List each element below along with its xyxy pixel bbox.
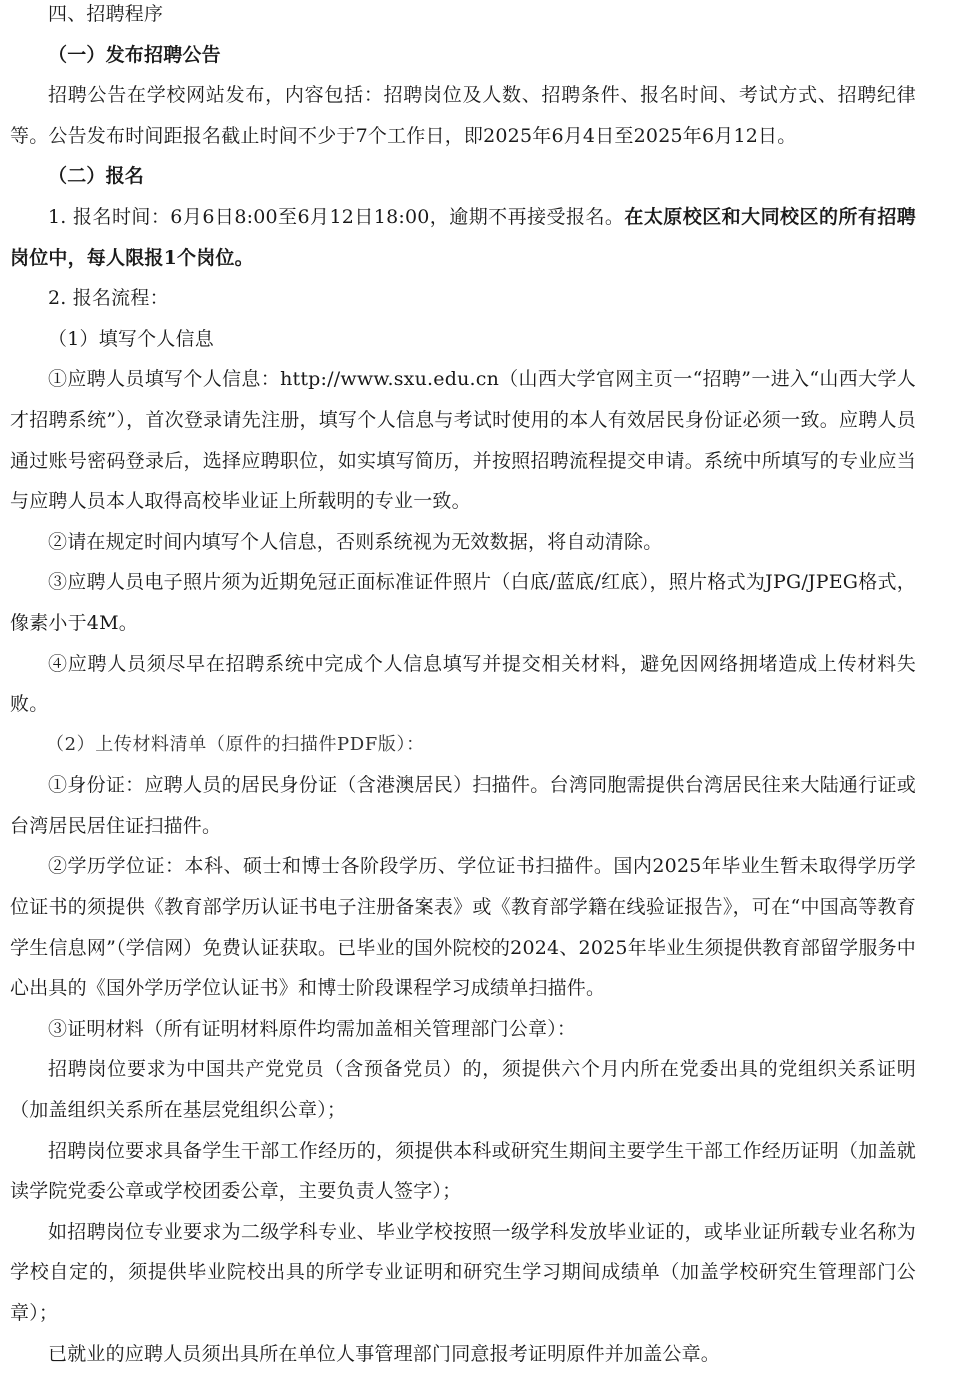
paragraph-registration-flow-label: 2. 报名流程： xyxy=(48,287,169,310)
paragraph-registration-time xyxy=(10,197,916,278)
paragraph-proof-student-cadre: 招聘岗位要求具备学生干部工作经历的，须提供本科或研究生期间主要学生干部工作经历证明（加盖就读学院党委公章或学校团委公章，主要负责人签字）； xyxy=(10,1139,916,1203)
paragraph-fill-info-2: ②请在规定时间内填写个人信息，否则系统视为无效数据，将自动清除。 xyxy=(48,530,663,553)
paragraph-proof-party-member: 招聘岗位要求为中国共产党党员（含预备党员）的，须提供六个月内所在党委出具的党组织关系证明（加盖组织关系所在基层党组织公章）； xyxy=(10,1058,916,1122)
subsection-heading-announcement: （一）发布招聘公告 xyxy=(48,43,221,66)
paragraph-material-id: ①身份证：应聘人员的居民身份证（含港澳居民）扫描件。台湾同胞需提供台湾居民往来大陆通行证或台湾居民居住证扫描件。 xyxy=(10,774,916,837)
subsection-heading-registration: （二）报名 xyxy=(48,165,145,188)
paragraph-announcement: 招聘公告在学校网站发布，内容包括：招聘岗位及人数、招聘条件、报名时间、考试方式、招聘纪律等。公告发布时间距报名截止时间不少于7个工作日，即2025年6月4日至2025年6月12日。 xyxy=(10,84,916,147)
paragraph-material-degree: ②学历学位证：本科、硕士和博士各阶段学历、学位证书扫描件。国内2025年毕业生暂未取得学历学位证书的须提供《教育部学历认证书电子注册备案表》或《教育部学籍在线验证报告》，可在“中国高等教育学生信息网”（学信网）免费认证获取。已毕业的国外院校的2024、2025年毕业生须提供教育部留学服务中心出具的《国外学历学位认证书》和博士阶段课程学习成绩单扫描件。 xyxy=(10,855,916,1000)
step-heading-fill-info: （1）填写个人信息 xyxy=(48,327,214,350)
registration-time-text: 1. 报名时间：6月6日8:00至6月12日18:00，逾期不再接受报名。 xyxy=(48,205,625,228)
registration-limit-emphasis: 在太原校区和大同校区的所有招聘岗位中，每人限报1个岗位。 xyxy=(10,205,916,269)
paragraph-fill-info-4: ④应聘人员须尽早在招聘系统中完成个人信息填写并提交相关材料，避免因网络拥堵造成上传材料失败。 xyxy=(10,652,916,716)
paragraph-fill-info-1: ①应聘人员填写个人信息：http://www.sxu.edu.cn（山西大学官网主页一“招聘”一进入“山西大学人才招聘系统”），首次登录请先注册，填写个人信息与考试时使用的本人有效居民身份证必须一致。应聘人员通过账号密码登录后，选择应聘职位，如实填写简历，并按照招聘流程提交申请。系统中所填写的专业应当与应聘人员本人取得高校毕业证上所载明的专业一致。 xyxy=(10,368,916,513)
paragraph-proof-major: 如招聘岗位专业要求为二级学科专业、毕业学校按照一级学科发放毕业证的，或毕业证所载专业名称为学校自定的，须提供毕业院校出具的所学专业证明和研究生学习期间成绩单（加盖学校研究生管理部门公章）； xyxy=(10,1220,916,1324)
step-heading-upload-materials: （2）上传材料清单（原件的扫描件PDF版）： xyxy=(46,733,425,755)
section-title: 四、招聘程序 xyxy=(48,3,164,25)
paragraph-proof-employed: 已就业的应聘人员须出具所在单位人事管理部门同意报考证明原件并加盖公章。 xyxy=(48,1342,721,1365)
paragraph-material-proof: ③证明材料（所有证明材料原件均需加盖相关管理部门公章）： xyxy=(48,1017,577,1040)
paragraph-fill-info-3: ③应聘人员电子照片须为近期免冠正面标准证件照片（白底/蓝底/红底），照片格式为JPG/JPEG格式，像素小于4M。 xyxy=(10,571,916,634)
